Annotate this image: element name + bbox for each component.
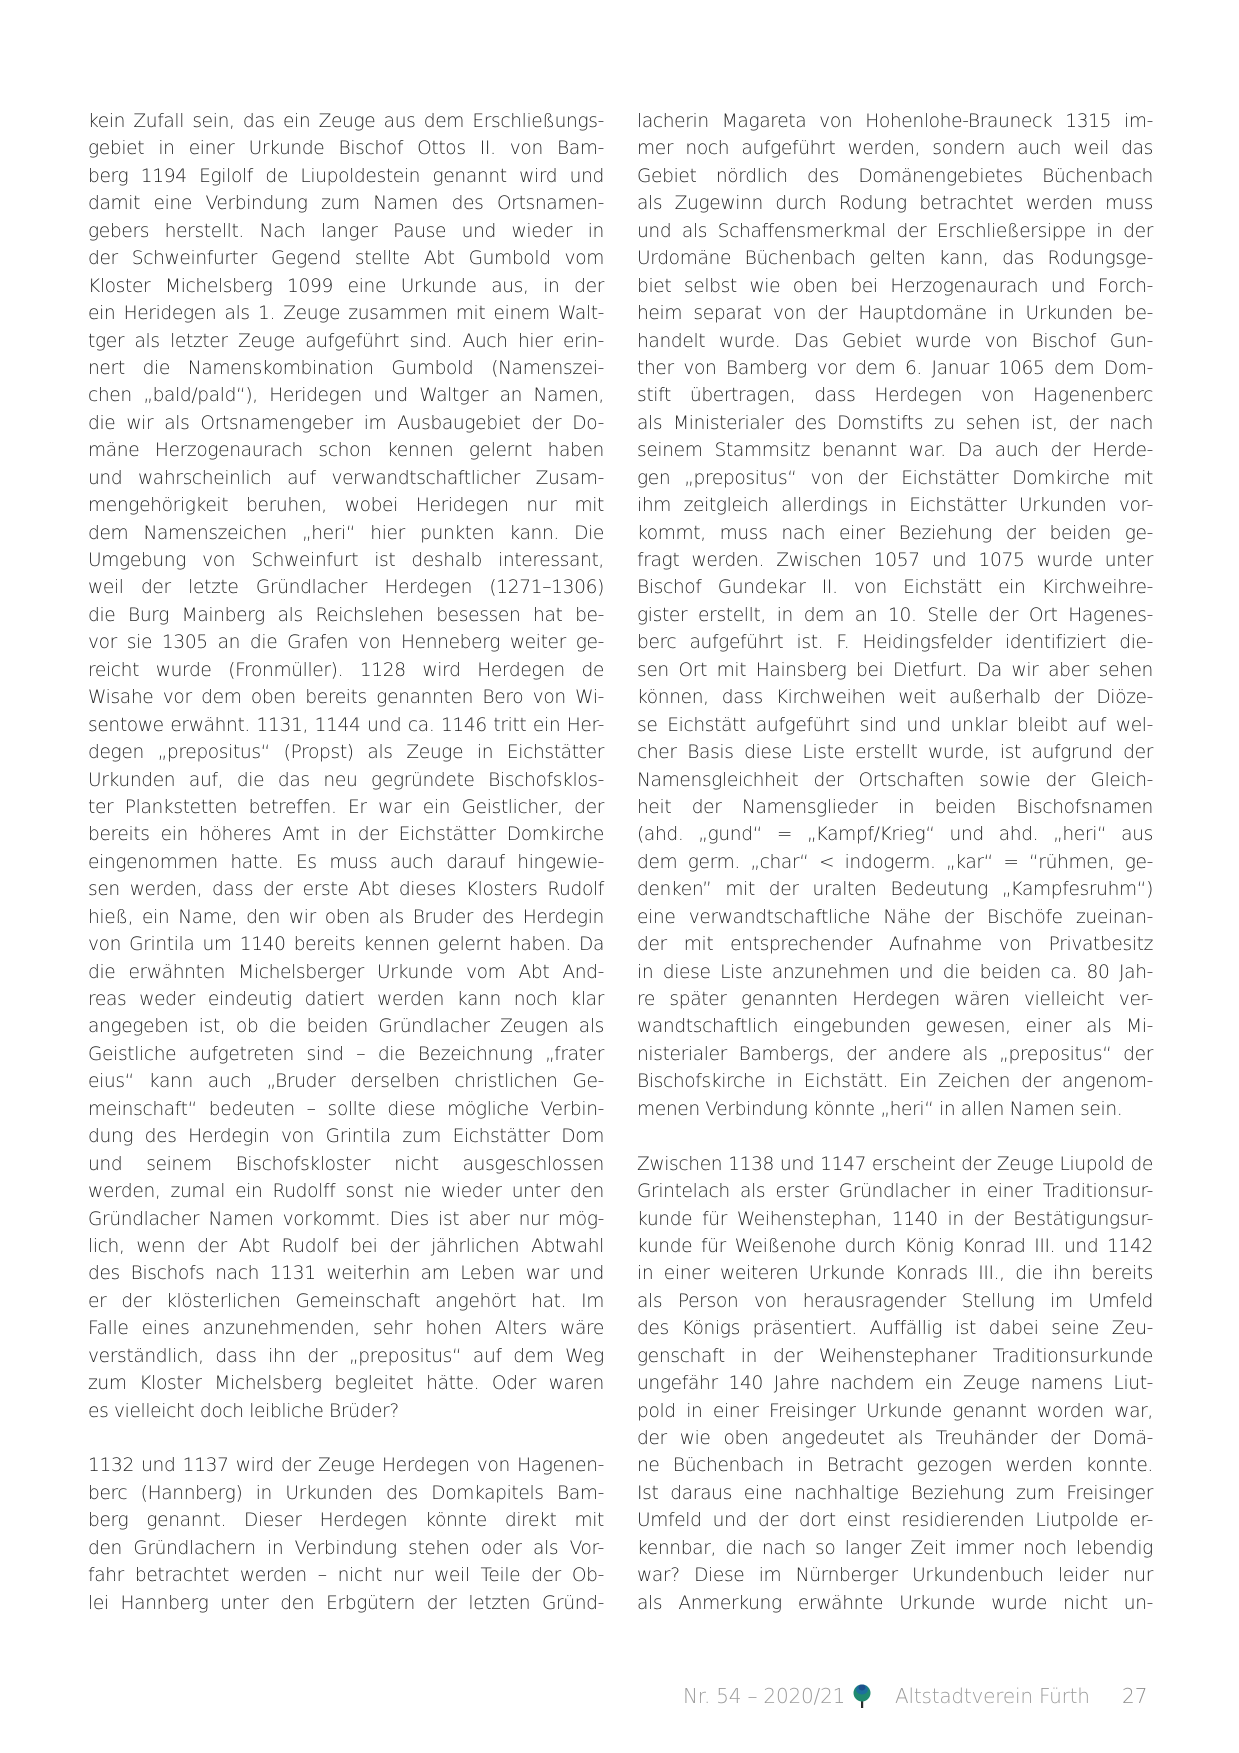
text-line: ther von Bamberg vor dem 6. Januar 1065 dem Dom- <box>637 357 1153 379</box>
text-line: mer noch aufgeführt werden, sondern auch weil das <box>637 138 1153 160</box>
text-line: die erwähnten Michelsberger Urkunde vom Abt And- <box>88 961 604 983</box>
text-line: Geistliche aufgetreten sind – die Bezeichnung „frater <box>88 1043 604 1065</box>
text-line: Falle eines anzunehmenden, sehr hohen Alters wäre <box>88 1318 604 1340</box>
text-line: des Bischofs nach 1131 weiterhin am Leben war und <box>88 1263 604 1285</box>
text-line: fragt werden. Zwischen 1057 und 1075 wurde unter <box>637 550 1153 571</box>
text-line: weil der letzte Gründlacher Herdegen (1271–1306) <box>88 577 604 599</box>
text-line: Umgebung von Schweinfurt ist deshalb interessant, <box>88 550 604 571</box>
text-line: und wahrscheinlich auf verwandtschaftlicher Zusam- <box>88 467 604 489</box>
text-line: sentowe erwähnt. 1131, 1144 und ca. 1146 tritt ein Her- <box>88 714 604 736</box>
text-line: Kloster Michelsberg 1099 eine Urkunde aus, in der <box>88 275 604 297</box>
text-line: als Zugewinn durch Rodung betrachtet werden muss <box>637 193 1153 215</box>
text-line: der wie oben angedeutet als Treuhänder der Domä- <box>637 1428 1153 1449</box>
text-line: stift übertragen, dass Herdegen von Hagenenberc <box>637 385 1153 407</box>
paragraph-break <box>88 1425 604 1452</box>
text-line: Urdomäne Büchenbach gelten kann, das Rodungsge- <box>637 248 1153 270</box>
text-line: werden, zumal ein Rudolff sonst nie wieder unter den <box>88 1181 604 1203</box>
text-line: mengehörigkeit beruhen, wobei Heridegen nur mit <box>88 495 604 517</box>
text-line: lacherin Magareta von Hohenlohe-Brauneck 1315 im- <box>637 111 1153 132</box>
text-line: ihm zeitgleich allerdings in Eichstätter Urkunden vor- <box>637 495 1153 517</box>
text-line: dem Namenszeichen „heri“ hier punkten kann. Die <box>88 522 604 544</box>
text-line: eine verwandtschaftliche Nähe der Bischöfe zueinan- <box>637 906 1153 928</box>
text-line: des Königs präsentiert. Auffällig ist dabei seine Zeu- <box>637 1318 1153 1340</box>
text-line: biet selbst wie oben bei Herzogenaurach und Forch- <box>637 275 1153 297</box>
text-line: gebers herstellt. Nach langer Pause und wieder in <box>88 220 604 242</box>
text-line: Urkunden auf, die das neu gegründete Bischofsklos- <box>88 769 604 791</box>
tree-icon <box>852 1683 872 1709</box>
text-line: berg genannt. Dieser Herdegen könnte direkt mit <box>88 1510 604 1532</box>
text-line: gister erstellt, in dem an 10. Stelle der Ort Hagenes- <box>637 604 1153 626</box>
text-line: genschaft in der Weihenstephaner Traditionsurkunde <box>637 1345 1153 1367</box>
text-line: gebiet in einer Urkunde Bischof Ottos II. von Bam- <box>88 138 604 160</box>
text-line: se Eichstätt aufgeführt sind und unklar bleibt auf wel- <box>637 714 1153 736</box>
text-line: als Person von herausragender Stellung im Umfeld <box>637 1290 1153 1312</box>
text-line: kommt, muss nach einer Beziehung der beiden ge- <box>637 522 1153 544</box>
text-line: vor sie 1305 an die Grafen von Henneberg weiter ge- <box>88 632 604 654</box>
text-line: berg 1194 Egilolf de Liupoldestein genannt wird und <box>88 165 604 187</box>
text-line: denken” mit der uralten Bedeutung „Kampfesruhm“) <box>637 879 1153 901</box>
text-line: ein Heridegen als 1. Zeuge zusammen mit einem Walt- <box>88 303 604 325</box>
text-line: dem germ. „char“ < indogerm. „kar“ = “rühmen, ge- <box>637 851 1153 873</box>
text-line: nert die Namenskombination Gumbold (Namenszei- <box>88 357 604 379</box>
text-line: berc aufgeführt ist. F. Heidingsfelder identifiziert die- <box>637 632 1153 654</box>
text-line: Gebiet nördlich des Domänengebietes Büchenbach <box>637 165 1153 187</box>
text-line: handelt wurde. Das Gebiet wurde von Bischof Gun- <box>637 330 1153 352</box>
text-line: fahr betrachtet werden – nicht nur weil Teile der Ob- <box>88 1565 604 1587</box>
text-line: und seinem Bischofskloster nicht ausgeschlossen <box>88 1153 604 1175</box>
text-line: ter Plankstetten betreffen. Er war ein Geistlicher, der <box>88 796 604 818</box>
text-line: Namensgleichheit der Ortschaften sowie der Gleich- <box>637 769 1153 791</box>
text-line: als Anmerkung erwähnte Urkunde wurde nicht un- <box>637 1592 1153 1614</box>
text-line: eius“ kann auch „Bruder derselben christlichen Ge- <box>88 1071 604 1093</box>
text-line: mäne Herzogenaurach schon kennen gelernt haben <box>88 440 604 462</box>
text-line: reicht wurde (Fronmüller). 1128 wird Herdegen de <box>88 659 604 681</box>
text-line: Ist daraus eine nachhaltige Beziehung zum Freisinger <box>637 1482 1153 1504</box>
text-line: re später genannten Herdegen wären vielleicht ver- <box>637 989 1153 1010</box>
text-line: damit eine Verbindung zum Namen des Ortsnamen- <box>88 193 604 215</box>
text-line: berc (Hannberg) in Urkunden des Domkapitels Bam- <box>88 1482 604 1504</box>
text-line: lich, wenn der Abt Rudolf bei der jährlichen Abtwahl <box>88 1235 604 1257</box>
paragraph-break <box>637 1123 1153 1150</box>
text-line: können, dass Kirchweihen weit außerhalb der Diöze- <box>637 687 1153 709</box>
text-line: bereits ein höheres Amt in der Eichstätter Domkirche <box>88 824 604 846</box>
right-text-column <box>637 108 1153 1617</box>
issue-number: Nr. 54 – 2020/21 <box>683 1684 846 1708</box>
text-line: den Gründlachern in Verbindung stehen oder als Vor- <box>88 1537 604 1559</box>
publisher-name: Altstadtverein Fürth <box>895 1684 1090 1708</box>
text-line: war? Diese im Nürnberger Urkundenbuch leider nur <box>637 1565 1153 1587</box>
text-line: kein Zufall sein, das ein Zeuge aus dem Erschließungs- <box>88 111 604 132</box>
text-line: kennbar, die nach so langer Zeit immer noch lebendig <box>637 1537 1153 1559</box>
text-line: hieß, ein Name, den wir oben als Bruder des Herdegin <box>88 906 604 928</box>
text-line: er der klösterlichen Gemeinschaft angehört hat. Im <box>88 1290 604 1312</box>
text-line: die wir als Ortsnamengeber im Ausbaugebiet der Do- <box>88 412 604 434</box>
text-line: ne Büchenbach in Betracht gezogen werden konnte. <box>637 1455 1153 1477</box>
text-line: Umfeld und der dort einst residierenden Liutpolde er- <box>637 1510 1153 1532</box>
text-line: verständlich, dass ihn der „prepositus“ auf dem Weg <box>88 1345 604 1367</box>
text-line: Bischofskirche in Eichstätt. Ein Zeichen der angenom- <box>637 1071 1153 1093</box>
text-line: der mit entsprechender Aufnahme von Privatbesitz <box>637 934 1153 956</box>
page-footer <box>0 1680 1239 1714</box>
text-line: angegeben ist, ob die beiden Gründlacher Zeugen als <box>88 1016 604 1038</box>
text-line: sen Ort mit Hainsberg bei Dietfurt. Da wir aber sehen <box>637 659 1153 681</box>
text-line: degen „prepositus“ (Propst) als Zeuge in Eichstätter <box>88 742 604 764</box>
text-line: nisterialer Bambergs, der andere als „prepositus“ der <box>637 1043 1153 1065</box>
text-line: reas weder eindeutig datiert werden kann noch klar <box>88 989 604 1010</box>
text-line: wandtschaftlich eingebunden gewesen, einer als Mi- <box>637 1016 1153 1038</box>
text-line: (ahd. „gund“ = „Kampf/Krieg“ und ahd. „heri“ aus <box>637 824 1153 846</box>
text-line: meinschaft“ bedeuten – sollte diese mögliche Verbin- <box>88 1098 604 1120</box>
text-line: Wisahe vor dem oben bereits genannten Bero von Wi- <box>88 687 604 709</box>
text-line: kunde für Weihenstephan, 1140 in der Bestätigungsur- <box>637 1208 1153 1230</box>
text-line: in einer weiteren Urkunde Konrads III., die ihn bereits <box>637 1263 1153 1285</box>
text-line: heit der Namensglieder in beiden Bischofsnamen <box>637 796 1153 818</box>
text-line: Grintelach als erster Gründlacher in einer Traditionsur- <box>637 1181 1153 1203</box>
text-line: als Ministerialer des Domstifts zu sehen ist, der nach <box>637 412 1153 434</box>
text-line: tger als letzter Zeuge aufgeführt sind. Auch hier erin- <box>88 330 604 352</box>
text-line: kunde für Weißenohe durch König Konrad III. und 1142 <box>637 1235 1153 1257</box>
text-line: zum Kloster Michelsberg begleitet hätte. Oder waren <box>88 1373 604 1395</box>
text-line: die Burg Mainberg als Reichslehen besessen hat be- <box>88 604 604 626</box>
text-line: ungefähr 140 Jahre nachdem ein Zeuge namens Liut- <box>637 1373 1153 1395</box>
text-line: menen Verbindung könnte „heri“ in allen Namen sein. <box>637 1098 1123 1120</box>
text-line: lei Hannberg unter den Erbgütern der letzten Gründ- <box>88 1592 604 1614</box>
text-line: und als Schaffensmerkmal der Erschließersippe in der <box>637 220 1153 242</box>
text-line: dung des Herdegin von Grintila zum Eichstätter Dom <box>88 1126 604 1148</box>
page-number: 27 <box>1122 1684 1148 1708</box>
left-text-column <box>88 108 604 1617</box>
text-line: cher Basis diese Liste erstellt wurde, ist aufgrund der <box>637 742 1153 764</box>
text-line: Gründlacher Namen vorkommt. Dies ist aber nur mög- <box>88 1208 604 1230</box>
text-line: es vielleicht doch leibliche Brüder? <box>88 1400 399 1422</box>
text-line: Bischof Gundekar II. von Eichstätt ein Kirchweihre- <box>637 577 1153 599</box>
text-line: heim separat von der Hauptdomäne in Urkunden be- <box>637 303 1153 325</box>
text-line: von Grintila um 1140 bereits kennen gelernt haben. Da <box>88 934 604 956</box>
text-line: seinem Stammsitz benannt war. Da auch der Herde- <box>637 440 1153 462</box>
text-line: Zwischen 1138 und 1147 erscheint der Zeuge Liupold de <box>637 1153 1153 1175</box>
text-line: pold in einer Freisinger Urkunde genannt worden war, <box>637 1400 1153 1422</box>
text-line: eingenommen hatte. Es muss auch darauf hingewie- <box>88 851 604 873</box>
text-line: chen „bald/pald“), Heridegen und Waltger an Namen, <box>88 385 604 407</box>
text-line: in diese Liste anzunehmen und die beiden ca. 80 Jah- <box>637 961 1153 983</box>
text-line: gen „prepositus“ von der Eichstätter Domkirche mit <box>637 467 1153 489</box>
text-line: 1132 und 1137 wird der Zeuge Herdegen von Hagenen- <box>88 1455 604 1477</box>
text-line: sen werden, dass der erste Abt dieses Klosters Rudolf <box>88 879 604 901</box>
text-line: der Schweinfurter Gegend stellte Abt Gumbold vom <box>88 248 604 270</box>
